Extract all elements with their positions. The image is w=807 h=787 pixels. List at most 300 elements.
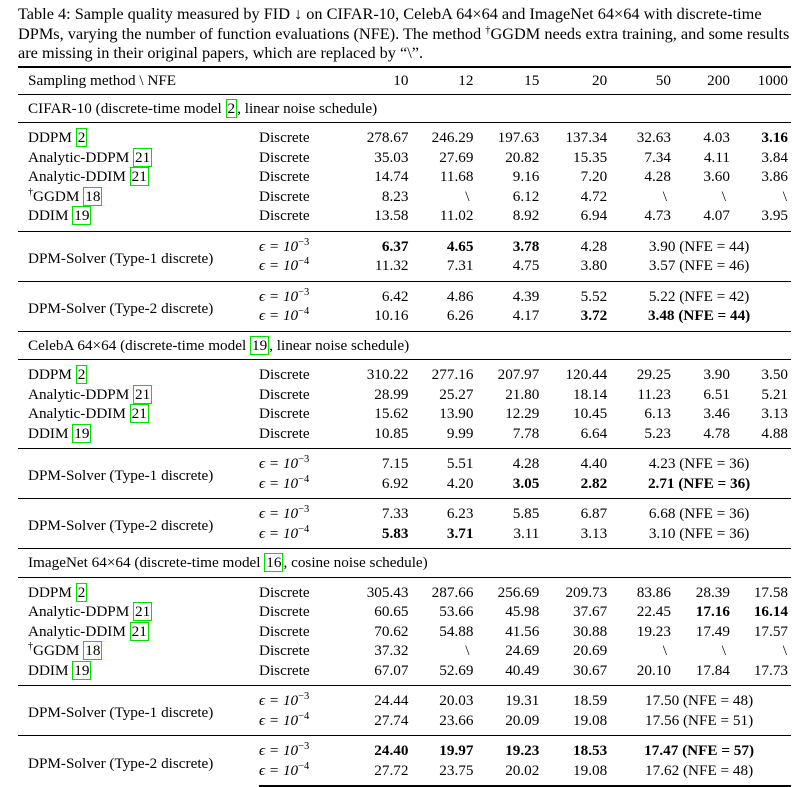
epsilon-exponent: −4 (298, 256, 310, 267)
fid-value: 24.40 (336, 736, 409, 761)
table-row (18, 602, 791, 622)
fid-value: 4.86 (408, 281, 473, 306)
header-nfe: 50 (607, 67, 671, 94)
header-nfe: 1000 (730, 67, 791, 94)
model-type: Discrete (258, 168, 310, 185)
method-name-cell (18, 206, 259, 231)
method-name: Analytic-DDPM (28, 148, 130, 166)
fid-value: 45.98 (505, 603, 540, 620)
fid-value: 6.12 (512, 187, 540, 205)
model-type: Discrete (258, 207, 310, 224)
citation-link[interactable]: 2 (77, 583, 86, 601)
fid-value: 27.72 (336, 761, 409, 787)
citation-link[interactable]: 18 (85, 642, 101, 659)
fid-value: 37.67 (573, 603, 608, 620)
fid-value: 22.45 (636, 603, 671, 620)
table-row (18, 385, 791, 405)
fid-value: 30.67 (573, 661, 608, 679)
model-type: Discrete (258, 187, 310, 205)
method-name: Analytic-DDIM (28, 622, 126, 640)
method-name-cell (18, 424, 259, 449)
model-type: Discrete (258, 405, 310, 422)
solver-name: DPM-Solver (Type-1 discrete) (18, 449, 259, 499)
fid-value: 27.74 (374, 711, 409, 729)
fid-value: \ (782, 642, 787, 659)
epsilon-cell (259, 256, 336, 281)
solver-row (18, 449, 791, 474)
fid-value: \ (465, 187, 470, 205)
table-row (18, 148, 791, 168)
fid-value: 18.59 (539, 686, 607, 711)
method-name: DDPM (28, 129, 72, 146)
fid-value: 53.66 (439, 603, 474, 620)
fid-value: 4.17 (512, 307, 540, 324)
table-row (18, 206, 791, 231)
header-nfe: 15 (473, 67, 539, 94)
fid-value: 10.45 (573, 405, 608, 422)
epsilon-cell (259, 686, 336, 711)
fid-value: 17.16 (695, 603, 730, 620)
fid-value: 5.21 (761, 385, 788, 403)
fid-value: 18.14 (573, 385, 608, 403)
fid-value: 2.82 (580, 474, 608, 492)
fid-value: 287.66 (408, 577, 473, 602)
fid-value: 5.83 (381, 524, 409, 542)
fid-value: 3.72 (580, 307, 608, 324)
fid-value: 11.02 (439, 207, 474, 224)
fid-results-table (18, 66, 791, 787)
epsilon-exponent: −3 (298, 236, 310, 248)
solver-name: DPM-Solver (Type-2 discrete) (18, 499, 259, 549)
fid-value: 6.64 (580, 424, 608, 442)
table-row (18, 123, 791, 148)
fid-value: 20.09 (505, 711, 540, 729)
fid-value: 7.15 (336, 449, 409, 474)
solver-row (18, 499, 791, 524)
fid-value: 6.13 (644, 405, 671, 422)
epsilon-cell (259, 231, 336, 256)
epsilon-cell (259, 449, 336, 474)
fid-value: 35.03 (374, 148, 409, 166)
fid-value-with-nfe: 17.62 (NFE = 48) (607, 761, 791, 787)
fid-value: 7.78 (512, 424, 540, 442)
fid-value: 3.80 (580, 257, 608, 274)
fid-value: 3.05 (512, 474, 540, 492)
fid-value: 4.88 (761, 424, 788, 442)
fid-value: 209.73 (539, 577, 607, 602)
method-name-cell (18, 123, 259, 148)
citation-link[interactable]: 21 (131, 405, 147, 422)
fid-value: 3.90 (671, 360, 730, 385)
fid-value: 4.40 (539, 449, 607, 474)
fid-value: 19.97 (408, 736, 473, 761)
table-row (18, 622, 791, 642)
fid-value: 70.62 (374, 622, 409, 640)
fid-value: 13.58 (374, 207, 409, 224)
caption-text-b: GGDM needs extra training, and some results are missing in their original papers, which are replaced by “\”. (18, 23, 790, 62)
epsilon-cell (259, 524, 336, 549)
method-name-cell (18, 661, 259, 686)
fid-value: 256.69 (473, 577, 539, 602)
fid-value: 3.13 (580, 524, 608, 542)
table-row (18, 641, 791, 661)
header-method: Sampling method \ NFE (18, 67, 259, 94)
fid-value-with-nfe: 4.23 (NFE = 36) (607, 449, 791, 474)
model-type: Discrete (259, 360, 336, 385)
epsilon-label: ϵ = 10 (258, 505, 299, 522)
epsilon-exponent: −4 (298, 306, 310, 317)
epsilon-cell (259, 499, 336, 524)
citation-link[interactable]: 21 (131, 168, 147, 185)
epsilon-label: ϵ = 10 (258, 257, 299, 274)
section-title-row (18, 549, 791, 578)
fid-value: 5.85 (473, 499, 539, 524)
fid-value-with-nfe: 3.10 (NFE = 36) (648, 524, 750, 542)
fid-value: 28.99 (374, 385, 409, 403)
fid-value: 3.95 (761, 207, 788, 224)
fid-value-with-nfe: 17.50 (NFE = 48) (607, 686, 791, 711)
solver-row (18, 281, 791, 306)
epsilon-label: ϵ = 10 (258, 287, 299, 305)
section-title-row (18, 94, 791, 123)
fid-value: 207.97 (473, 360, 539, 385)
epsilon-cell (259, 306, 336, 331)
fid-value: 27.69 (439, 148, 474, 166)
table-row (18, 167, 791, 187)
fid-value: 3.46 (703, 405, 730, 422)
fid-value: 5.23 (644, 424, 671, 442)
fid-value: 6.94 (580, 207, 608, 224)
epsilon-exponent: −3 (298, 691, 310, 702)
epsilon-exponent: −4 (298, 760, 310, 772)
fid-value: 7.33 (336, 499, 409, 524)
citation-link[interactable]: 19 (74, 207, 90, 224)
solver-name: DPM-Solver (Type-2 discrete) (18, 281, 259, 331)
fid-value: 18.53 (539, 736, 607, 761)
fid-value: 20.02 (473, 761, 539, 787)
citation-link[interactable]: 2 (77, 129, 86, 146)
dagger-mark: † (28, 641, 33, 652)
fid-value: 21.80 (505, 385, 540, 403)
table-row (18, 424, 791, 449)
fid-value: 14.74 (374, 168, 409, 185)
section-title (18, 331, 791, 360)
fid-value: 6.26 (446, 307, 474, 324)
table-row (18, 360, 791, 385)
fid-value-with-nfe: 5.22 (NFE = 42) (607, 281, 791, 306)
fid-value: 40.49 (505, 661, 540, 679)
fid-value: 16.14 (753, 603, 788, 620)
section-title-text: CelebA 64×64 (discrete-time model (28, 336, 250, 354)
fid-value: 3.86 (761, 168, 788, 185)
method-name-cell (18, 360, 259, 385)
method-name-cell (18, 404, 259, 424)
fid-value: 7.31 (446, 257, 474, 274)
fid-value: \ (465, 642, 470, 659)
fid-value: 3.84 (761, 148, 788, 166)
fid-value-with-nfe: 2.71 (NFE = 36) (647, 474, 751, 492)
solver-name: DPM-Solver (Type-1 discrete) (18, 231, 259, 281)
fid-value: 3.78 (473, 231, 539, 256)
solver-row (18, 736, 791, 761)
citation-link[interactable]: 19 (74, 424, 90, 442)
fid-value: 20.03 (408, 686, 473, 711)
model-type: Discrete (259, 577, 336, 602)
caption-text-a: Sample quality measured by FID ↓ on CIFAR-10, CelebA 64×64 and ImageNet 64×64 with discrete-time DPMs, varying the number of function evaluations (NFE). The method (18, 4, 762, 43)
fid-value-with-nfe: 3.90 (NFE = 44) (607, 231, 791, 256)
section-title (18, 549, 791, 578)
fid-value: 28.39 (671, 577, 730, 602)
fid-value: 17.57 (753, 622, 788, 640)
citation-link[interactable]: 21 (131, 622, 147, 640)
fid-value: 41.56 (505, 622, 540, 640)
section-title-row (18, 331, 791, 360)
model-type: Discrete (258, 661, 310, 679)
fid-value: 4.28 (473, 449, 539, 474)
fid-value: 32.63 (607, 123, 671, 148)
fid-value: 6.51 (703, 385, 730, 403)
citation-link[interactable]: 2 (227, 99, 236, 117)
method-name: DDIM (28, 207, 69, 224)
caption-label: Table 4: (18, 4, 71, 23)
fid-value: 4.72 (580, 187, 608, 205)
fid-value: 20.82 (505, 148, 540, 166)
fid-value: 305.43 (336, 577, 409, 602)
fid-value: 4.07 (703, 207, 730, 224)
citation-link[interactable]: 21 (135, 603, 151, 620)
epsilon-cell (259, 281, 336, 306)
fid-value: 24.44 (336, 686, 409, 711)
solver-name: DPM-Solver (Type-1 discrete) (18, 686, 259, 736)
fid-value: 15.35 (573, 148, 608, 166)
header-type-blank (259, 67, 336, 94)
fid-value: 4.39 (473, 281, 539, 306)
fid-value: 17.84 (695, 661, 730, 679)
fid-value: 4.11 (703, 148, 730, 166)
fid-value-with-nfe: 6.68 (NFE = 36) (607, 499, 791, 524)
fid-value: \ (662, 187, 667, 205)
fid-value: 19.08 (573, 711, 608, 729)
fid-value: 4.65 (408, 231, 473, 256)
fid-value: 4.28 (539, 231, 607, 256)
fid-value: 52.69 (439, 661, 474, 679)
fid-value: 25.27 (439, 385, 474, 403)
fid-value: 23.75 (408, 761, 473, 787)
fid-value: 9.16 (512, 168, 540, 185)
header-nfe: 20 (539, 67, 607, 94)
method-name: GGDM (33, 642, 80, 659)
fid-value: 3.13 (761, 405, 788, 422)
table-body (18, 67, 791, 786)
epsilon-cell (259, 736, 336, 761)
fid-value: \ (662, 642, 667, 659)
section-title-text: , cosine noise schedule) (283, 554, 428, 571)
method-name-cell (18, 385, 259, 405)
epsilon-exponent: −3 (298, 454, 310, 465)
fid-value-with-nfe: 3.48 (NFE = 44) (647, 307, 751, 324)
table-row (18, 577, 791, 602)
method-name-cell (18, 187, 259, 207)
model-type: Discrete (259, 123, 336, 148)
table-row (18, 187, 791, 207)
fid-value: 12.29 (505, 405, 540, 422)
epsilon-cell (259, 474, 336, 499)
method-name: Analytic-DDIM (28, 405, 126, 422)
citation-link[interactable]: 18 (85, 187, 101, 205)
fid-value-with-nfe: 3.57 (NFE = 46) (648, 257, 750, 274)
model-type: Discrete (258, 424, 310, 442)
epsilon-exponent: −3 (298, 741, 310, 752)
fid-value: 11.68 (439, 168, 474, 185)
fid-value: 7.34 (644, 148, 671, 166)
method-name: Analytic-DDPM (28, 603, 130, 620)
fid-value: 19.08 (539, 761, 607, 787)
method-name: Analytic-DDIM (28, 168, 126, 185)
model-type: Discrete (258, 148, 310, 166)
epsilon-exponent: −3 (298, 286, 310, 298)
caption-dagger: † (485, 24, 491, 36)
section-title (18, 94, 791, 123)
solver-name: DPM-Solver (Type-2 discrete) (18, 736, 259, 787)
fid-value: \ (782, 187, 787, 205)
fid-value: 20.10 (636, 661, 671, 679)
table-row (18, 404, 791, 424)
fid-value: 3.11 (513, 524, 540, 542)
fid-value: 6.23 (408, 499, 473, 524)
fid-value: 3.60 (703, 168, 730, 185)
method-name-cell (18, 622, 259, 642)
method-name-cell (18, 148, 259, 168)
fid-value: 278.67 (336, 123, 409, 148)
epsilon-label: ϵ = 10 (258, 761, 299, 779)
method-name-cell (18, 641, 259, 661)
epsilon-cell (259, 711, 336, 736)
fid-value: 23.66 (439, 711, 474, 729)
epsilon-label: ϵ = 10 (258, 692, 299, 709)
epsilon-label: ϵ = 10 (258, 455, 299, 472)
fid-value: 10.85 (374, 424, 409, 442)
epsilon-label: ϵ = 10 (258, 307, 299, 324)
citation-link[interactable]: 21 (135, 148, 151, 166)
citation-link[interactable]: 19 (74, 661, 90, 679)
fid-value: 60.65 (374, 603, 409, 620)
epsilon-exponent: −4 (298, 473, 310, 485)
section-title-text: CIFAR-10 (discrete-time model (28, 99, 226, 117)
epsilon-label: ϵ = 10 (258, 237, 299, 255)
epsilon-exponent: −3 (298, 504, 310, 515)
header-nfe: 12 (408, 67, 473, 94)
fid-value: 4.78 (703, 424, 730, 442)
fid-value: 310.22 (336, 360, 409, 385)
fid-value: 277.16 (408, 360, 473, 385)
fid-value: 3.50 (730, 360, 791, 385)
epsilon-exponent: −4 (298, 710, 310, 722)
model-type: Discrete (258, 385, 310, 403)
epsilon-label: ϵ = 10 (258, 742, 299, 759)
fid-value: 19.31 (473, 686, 539, 711)
section-title-text: ImageNet 64×64 (discrete-time model (28, 554, 265, 571)
fid-value: 11.23 (637, 385, 671, 403)
fid-value: 11.32 (374, 257, 409, 274)
fid-value: 4.20 (446, 474, 474, 492)
citation-link[interactable]: 16 (266, 554, 282, 571)
method-name: DDIM (28, 424, 69, 442)
citation-link[interactable]: 21 (135, 385, 151, 403)
header-row (18, 67, 791, 94)
fid-value: 83.86 (607, 577, 671, 602)
model-type: Discrete (258, 603, 310, 620)
table-caption (18, 4, 793, 63)
fid-value: 4.28 (644, 168, 671, 185)
fid-value: 7.20 (580, 168, 608, 185)
fid-value: 6.87 (539, 499, 607, 524)
epsilon-cell (259, 761, 336, 787)
fid-value: 6.42 (336, 281, 409, 306)
fid-value: 137.34 (539, 123, 607, 148)
fid-value: 9.99 (446, 424, 474, 442)
fid-value: 8.92 (512, 207, 540, 224)
fid-value: 3.71 (446, 524, 474, 542)
fid-value: \ (721, 187, 726, 205)
fid-value: 54.88 (439, 622, 474, 640)
solver-row (18, 231, 791, 256)
method-name: DDPM (28, 583, 72, 601)
fid-value: 6.37 (336, 231, 409, 256)
fid-value: 30.88 (573, 622, 608, 640)
fid-value: 17.73 (753, 661, 788, 679)
epsilon-label: ϵ = 10 (258, 524, 299, 542)
section-title-text: , linear noise schedule) (237, 99, 378, 117)
model-type: Discrete (258, 622, 310, 640)
fid-value: 19.23 (636, 622, 671, 640)
fid-value: 15.62 (374, 405, 409, 422)
fid-value-with-nfe: 17.47 (NFE = 57) (607, 736, 791, 761)
method-name: DDPM (28, 366, 72, 383)
citation-link[interactable]: 19 (251, 336, 268, 354)
method-name-cell (18, 167, 259, 187)
table-row (18, 661, 791, 686)
header-nfe: 10 (336, 67, 409, 94)
fid-value: 19.23 (473, 736, 539, 761)
epsilon-exponent: −4 (298, 523, 310, 535)
fid-value: 3.16 (730, 123, 791, 148)
method-name: Analytic-DDPM (28, 385, 130, 403)
header-nfe: 200 (671, 67, 730, 94)
fid-value: 24.69 (505, 642, 540, 659)
fid-value: 13.90 (439, 405, 474, 422)
fid-value: 17.58 (730, 577, 791, 602)
fid-value: 8.23 (381, 187, 409, 205)
method-name: GGDM (33, 187, 80, 205)
fid-value: 29.25 (607, 360, 671, 385)
method-name-cell (18, 577, 259, 602)
fid-value: 4.03 (671, 123, 730, 148)
fid-value-with-nfe: 17.56 (NFE = 51) (645, 711, 754, 729)
fid-value: 10.16 (374, 307, 409, 324)
fid-value: 67.07 (374, 661, 409, 679)
fid-value: 37.32 (374, 642, 409, 659)
fid-value: 5.51 (408, 449, 473, 474)
epsilon-label: ϵ = 10 (258, 711, 299, 729)
model-type: Discrete (258, 642, 310, 659)
method-name-cell (18, 602, 259, 622)
citation-link[interactable]: 2 (77, 366, 86, 383)
fid-value: 6.92 (381, 474, 409, 492)
fid-value: 20.69 (573, 642, 608, 659)
method-name: DDIM (28, 661, 69, 679)
dagger-mark: † (28, 186, 33, 198)
fid-value: 246.29 (408, 123, 473, 148)
